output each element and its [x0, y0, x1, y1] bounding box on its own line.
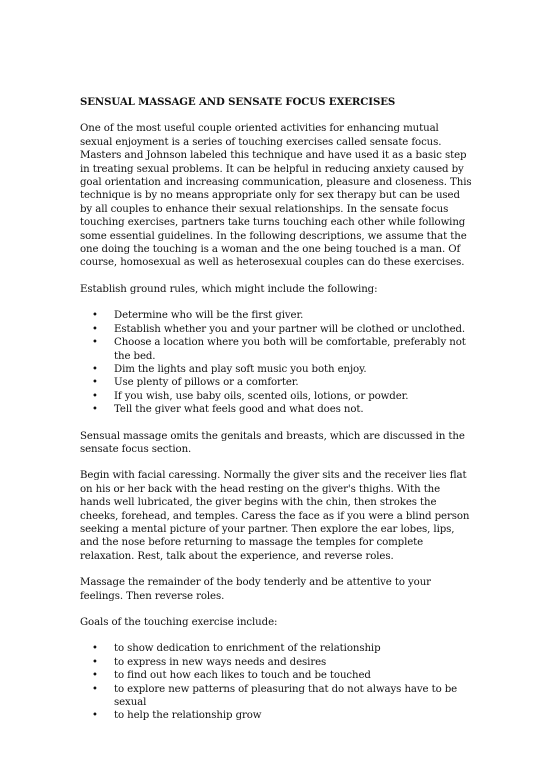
list-item	[92, 403, 472, 416]
bullet-icon: •	[92, 643, 98, 655]
ground-rules-list	[80, 309, 472, 416]
list-item-text: Dim the lights and play soft music you both enjoy.	[114, 363, 367, 375]
bullet-icon: •	[92, 656, 98, 668]
list-item-text: Establish whether you and your partner will be clothed or unclothed.	[114, 323, 466, 335]
list-item-text: to find out how each likes to touch and be touched	[114, 670, 371, 682]
bullet-icon: •	[92, 377, 98, 389]
bullet-icon: •	[92, 323, 98, 335]
list-item-text: to show dedication to enrichment of the relationship	[114, 643, 381, 655]
list-item-text: Determine who will be the first giver.	[114, 310, 304, 322]
list-item	[92, 336, 472, 363]
bullet-icon: •	[92, 710, 98, 722]
bullet-icon: •	[92, 683, 98, 695]
list-item	[92, 376, 472, 389]
list-item	[92, 390, 472, 403]
list-item	[92, 309, 472, 322]
list-item	[92, 323, 472, 336]
intro-paragraph: One of the most useful couple oriented activities for enhancing mutual sexual enjoyment is a series of touching exercises called sensate focus. Masters and Johnson labeled this technique and have used it as a basic step in treating sexual problems. It can be helpful in reducing anxiety caused by goal orientation and increasing communication, pleasure and closeness. This technique is by no means appropriate only for sex therapy but can be used by all couples to enhance their sexual relationships. In the sensate focus touching exercises, partners take turns touching each other while following some essential guidelines. In the following descriptions, we assume that the one doing the touching is a woman and the one being touched is a man. Of course, homosexual as well as heterosexual couples can do these exercises.	[80, 123, 472, 269]
genitals-paragraph: Sensual massage omits the genitals and breasts, which are discussed in the sensate focus section.	[80, 430, 465, 455]
bullet-icon: •	[92, 404, 98, 416]
goals-intro: Goals of the touching exercise include:	[80, 617, 278, 628]
list-item	[92, 656, 472, 669]
list-item	[92, 363, 472, 376]
list-item-text: Use plenty of pillows or a comforter.	[114, 377, 299, 389]
goals-list	[80, 642, 472, 722]
bullet-icon: •	[92, 337, 98, 349]
list-item	[92, 642, 472, 655]
bullet-icon: •	[92, 363, 98, 375]
body-massage-paragraph: Massage the remainder of the body tenderly and be attentive to your feelings. Then reverse roles.	[80, 577, 431, 602]
list-item-text: to explore new patterns of pleasuring that do not always have to be sexual	[114, 683, 458, 709]
list-item	[92, 683, 472, 710]
list-item-text: to help the relationship grow	[114, 710, 262, 722]
bullet-icon: •	[92, 670, 98, 682]
list-item-text: Choose a location where you both will be comfortable, preferably not the bed.	[114, 337, 466, 362]
ground-rules-intro: Establish ground rules, which might include the following:	[80, 283, 378, 295]
list-item	[92, 709, 472, 722]
bullet-icon: •	[92, 390, 98, 402]
list-item	[92, 669, 472, 682]
list-item-text: Tell the giver what feels good and what does not.	[114, 404, 364, 416]
list-item-text: to express in new ways needs and desires	[114, 656, 327, 668]
facial-caressing-paragraph: Begin with facial caressing. Normally the giver sits and the receiver lies flat on his or her back with the head resting on the giver's thighs. With the hands well lubricated, the giver begins with the chin, then strokes the cheeks, forehead, and temples. Caress the face as if you were a blind person seeking a mental picture of your partner. Then explore the ear lobes, lips, and the nose before returning to massage the temples for complete relaxation. Rest, talk about the experience, and reverse roles.	[80, 470, 470, 562]
bullet-icon: •	[92, 310, 98, 322]
document-title: SENSUAL MASSAGE AND SENSATE FOCUS EXERCISES	[80, 96, 396, 108]
list-item-text: If you wish, use baby oils, scented oils, lotions, or powder.	[114, 390, 409, 402]
